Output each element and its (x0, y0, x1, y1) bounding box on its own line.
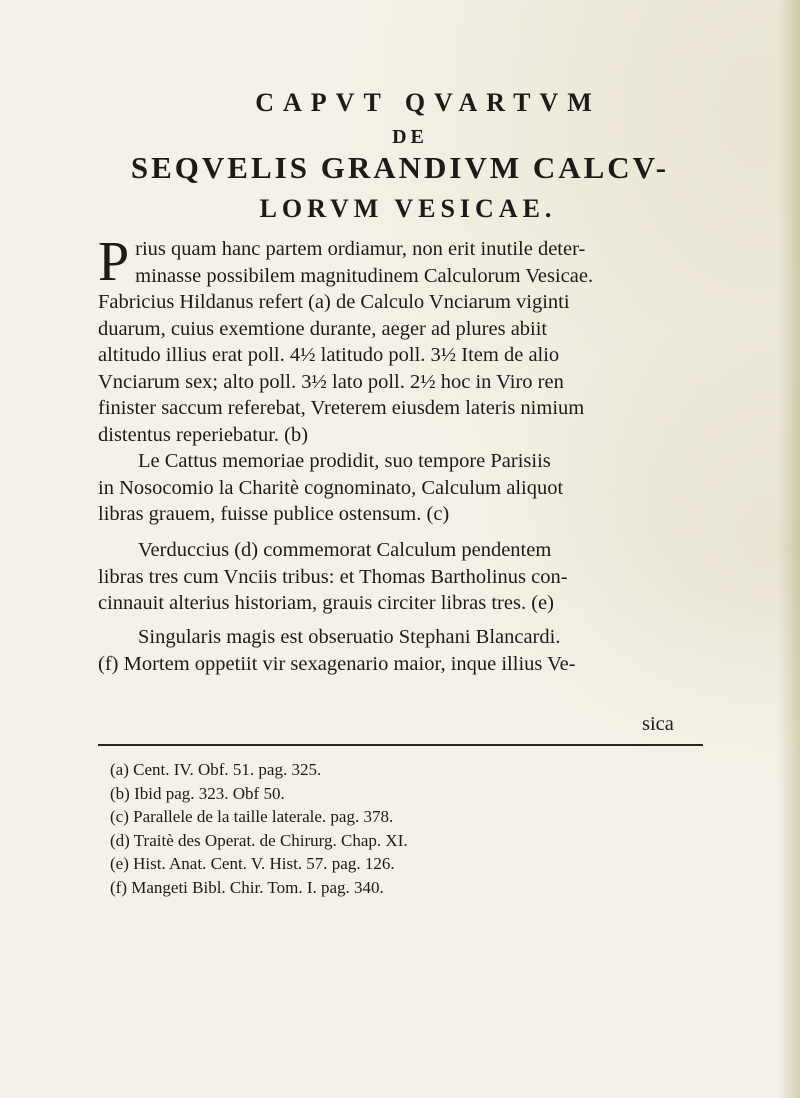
chapter-subtitle-line2: LORVM VESICAE. (259, 194, 557, 223)
paragraph-4-line: (f) Mortem oppetiit vir sexagenario maior, inque illius Ve- (98, 652, 576, 675)
footnote-rule (98, 744, 703, 746)
paragraph-2-line: Le Cattus memoriae prodidit, suo tempore Parisiis (138, 450, 551, 472)
paragraph-1-line: distentus reperiebatur. (b) (98, 423, 309, 446)
paragraph-1-line: finister saccum referebat, Vreterem eiusdem lateris nimium (98, 397, 585, 419)
footnote-c: (c) Parallele de la taille laterale. pag. 378. (110, 807, 394, 826)
footnote-a: (a) Cent. IV. Obf. 51. pag. 325. (110, 760, 322, 779)
paragraph-1 (98, 231, 708, 448)
footnote-b: (b) Ibid pag. 323. Obf 50. (110, 783, 285, 803)
footnote-e: (e) Hist. Anat. Cent. V. Hist. 57. pag. 126. (110, 854, 395, 873)
footnotes (110, 758, 408, 899)
paragraph-3-line: Verduccius (d) commemorat Calculum pendentem (138, 539, 552, 561)
paragraph-1-line: rius quam hanc partem ordiamur, non erit inutile deter- (135, 238, 586, 260)
paragraph-4-line: Singularis magis est obseruatio Stephani Blancardi. (138, 626, 561, 648)
paragraph-1-line: minasse possibilem magnitudinem Calculorum Vesicae. (135, 264, 594, 287)
footnote-f: (f) Mangeti Bibl. Chir. Tom. I. pag. 340. (110, 877, 384, 897)
paragraph-1-line: duarum, cuius exemtione durante, aeger ad plures abiit (98, 317, 548, 340)
paragraph-1-line: Fabricius Hildanus refert (a) de Calculo Vnciarum viginti (98, 291, 570, 313)
paragraph-1-line: Vnciarum sex; alto poll. 3½ lato poll. 2½ hoc in Viro ren (98, 370, 564, 393)
chapter-title: CAPVT QVARTVM (255, 88, 601, 117)
paragraph-3-line: cinnauit alterius historiam, grauis circiter libras tres. (e) (98, 592, 554, 614)
paragraph-4 (98, 624, 708, 677)
chapter-title-de: DE (392, 126, 428, 148)
paragraph-2 (98, 448, 708, 528)
chapter-subtitle-line1: SEQVELIS GRANDIVM CALCV- (130, 150, 670, 185)
paragraph-3-line: libras tres cum Vnciis tribus: et Thomas Bartholinus con- (98, 565, 568, 588)
paragraph-1-line: altitudo illius erat poll. 4½ latitudo poll. 3½ Item de alio (98, 344, 560, 366)
paragraph-2-line: libras grauem, fuisse publice ostensum. (c) (98, 503, 450, 525)
paragraph-3 (98, 537, 708, 617)
drop-cap: P (98, 231, 130, 293)
paragraph-2-line: in Nosocomio la Charitè cognominato, Calculum aliquot (98, 476, 564, 499)
footnote-d: (d) Traitè des Operat. de Chirurg. Chap. XI. (110, 830, 408, 850)
catchword: sica (642, 713, 674, 735)
